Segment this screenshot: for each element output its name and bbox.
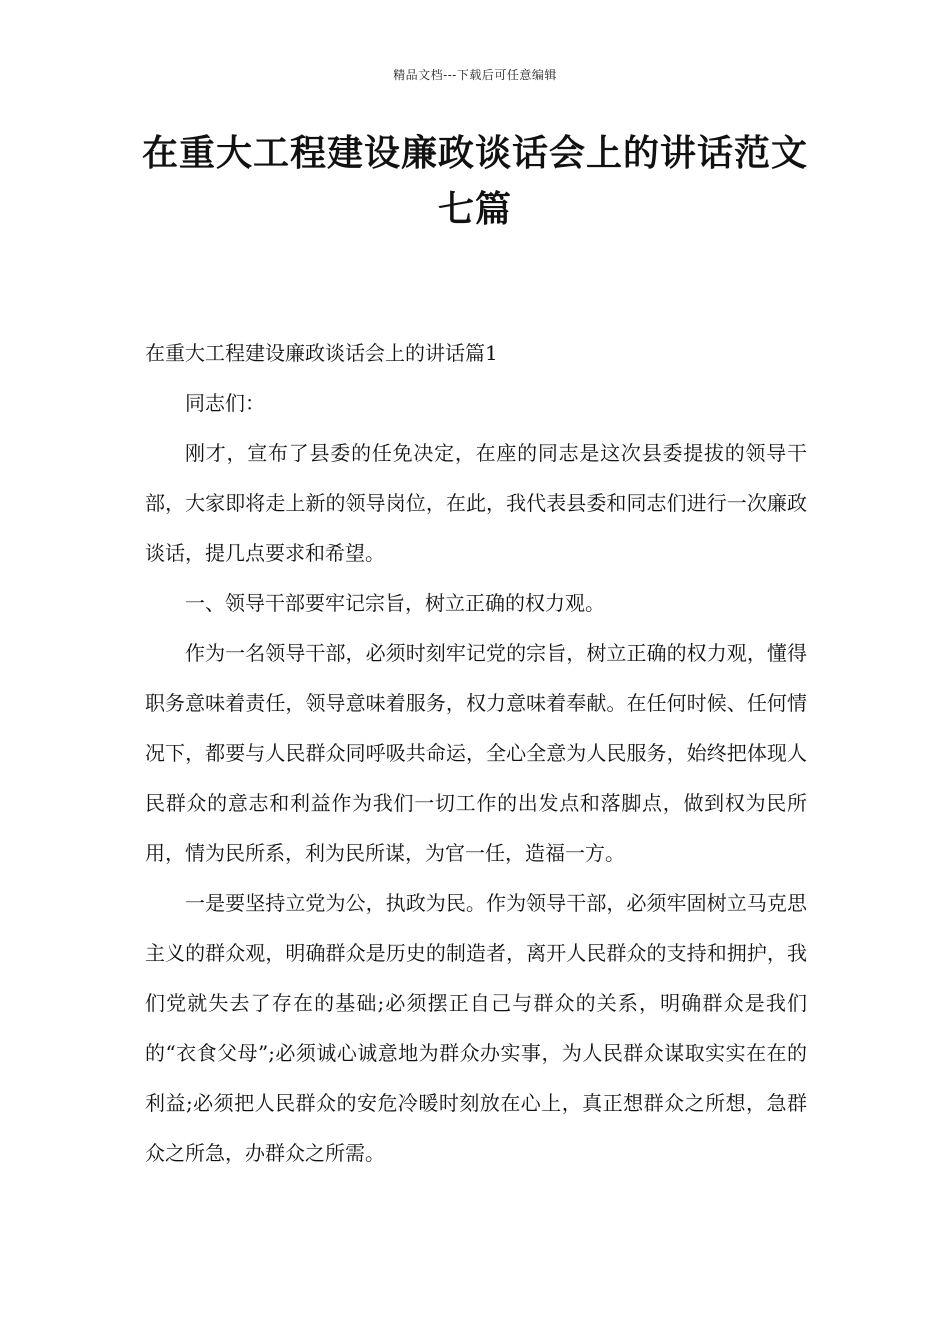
document-title: 在重大工程建设廉政谈话会上的讲话范文七篇 <box>141 133 808 230</box>
body-paragraph: 一是要坚持立党为公，执政为民。作为领导干部，必须牢固树立马克思主义的群众观，明确群众是历史的制造者，离开人民群众的支持和拥护，我们党就失去了存在的基础;必须摆正自己与群众的关系，明确群众是我们的“衣食父母”;必须诚心诚意地为群众办实事，为人民群众谋取实实在在的利益;必须把人民群众的安危冷暖时刻放在心上，真正想群众之所想，急群众之所急，办群众之所需。 <box>145 891 807 1165</box>
intro-paragraph: 刚才，宣布了县委的任免决定，在座的同志是这次县委提拔的领导干部，大家即将走上新的领导岗位，在此，我代表县委和同志们进行一次廉政谈话，提几点要求和希望。 <box>145 441 807 565</box>
section-heading: 在重大工程建设廉政谈话会上的讲话篇1 <box>145 341 498 365</box>
salutation-paragraph: 同志们： <box>185 391 265 415</box>
body-paragraph: 作为一名领导干部，必须时刻牢记党的宗旨，树立正确的权力观，懂得职务意味着责任，领导意味着服务，权力意味着奉献。在任何时候、任何情况下，都要与人民群众同呼吸共命运，全心全意为人民服务，始终把体现人民群众的意志和利益作为我们一切工作的出发点和落脚点，做到权为民所用，情为民所系，利为民所谋，为官一任，造福一方。 <box>145 641 807 865</box>
page-header-note: 精品文档---下载后可任意编辑 <box>393 68 557 82</box>
document-body <box>145 328 807 1178</box>
point-one-heading: 一、领导干部要牢记宗旨，树立正确的权力观。 <box>185 591 605 615</box>
